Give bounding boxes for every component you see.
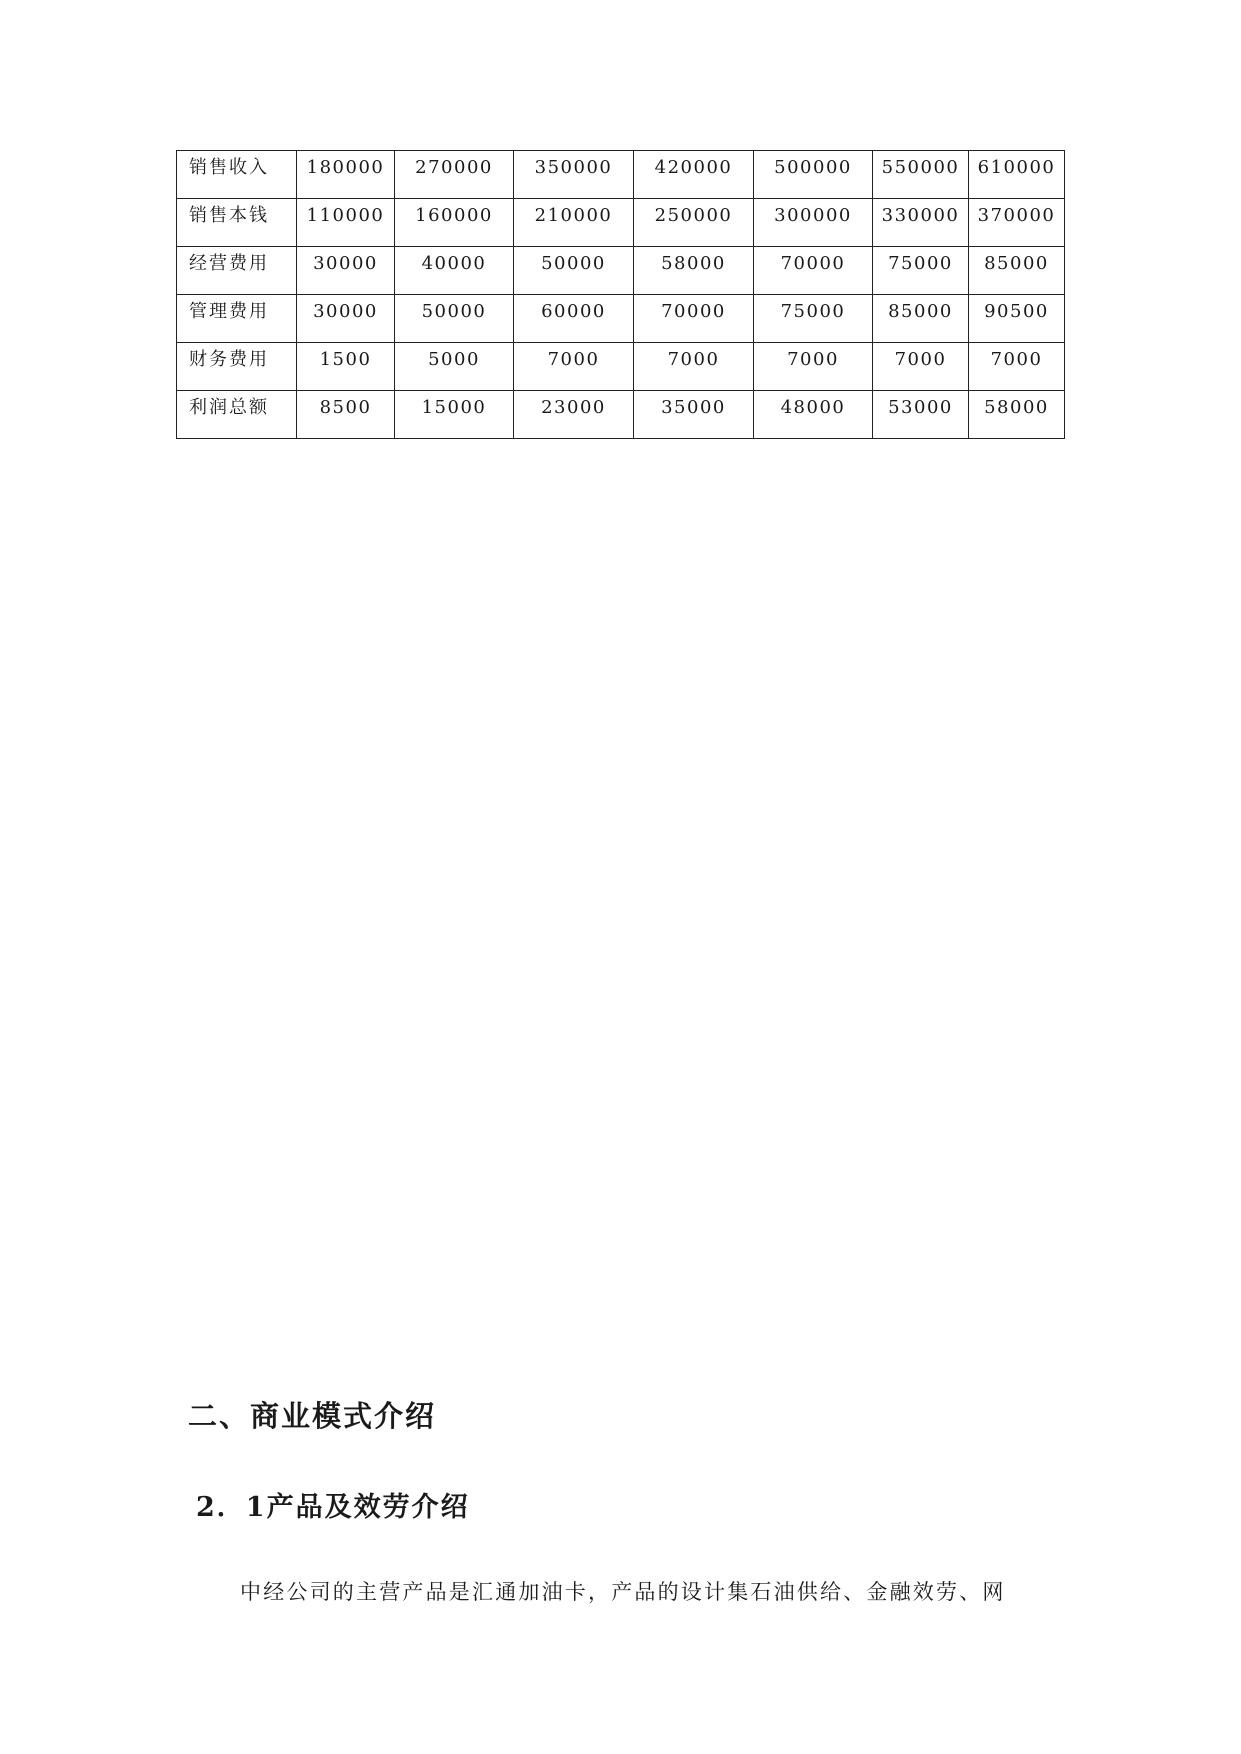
row-label: 销售本钱 — [189, 205, 269, 226]
row-label: 管理费用 — [189, 301, 269, 322]
table-row — [177, 295, 1065, 343]
value-cell — [297, 295, 395, 343]
cell-value: 7000 — [547, 349, 600, 370]
cell-value: 210000 — [534, 205, 613, 226]
value-cell — [969, 151, 1065, 199]
value-cell — [634, 391, 754, 439]
cell-value: 23000 — [541, 397, 606, 418]
cell-value: 70000 — [780, 253, 846, 274]
row-label-cell — [177, 391, 297, 439]
cell-value: 85000 — [888, 301, 953, 322]
value-cell — [873, 295, 969, 343]
row-label: 财务费用 — [189, 349, 269, 370]
body-paragraph: 中经公司的主营产品是汇通加油卡，产品的设计集石油供给、金融效劳、网 — [240, 1580, 1006, 1604]
row-label-cell — [177, 199, 297, 247]
value-cell — [514, 343, 634, 391]
cell-value: 85000 — [984, 253, 1049, 274]
cell-value: 70000 — [661, 301, 726, 322]
value-cell — [514, 151, 634, 199]
cell-value: 48000 — [780, 397, 846, 418]
value-cell — [297, 151, 395, 199]
cell-value: 75000 — [888, 253, 953, 274]
row-label: 销售收入 — [189, 157, 269, 178]
section-heading: 二、商业模式介绍 — [188, 1399, 437, 1433]
value-cell — [754, 295, 873, 343]
value-cell — [873, 343, 969, 391]
value-cell — [297, 391, 395, 439]
value-cell — [514, 247, 634, 295]
cell-value: 7000 — [990, 349, 1043, 370]
value-cell — [969, 391, 1065, 439]
row-label-cell — [177, 343, 297, 391]
value-cell — [754, 247, 873, 295]
cell-value: 50000 — [421, 301, 487, 322]
value-cell — [754, 199, 873, 247]
cell-value: 250000 — [654, 205, 733, 226]
value-cell — [395, 391, 514, 439]
value-cell — [395, 247, 514, 295]
value-cell — [969, 343, 1065, 391]
row-label: 经营费用 — [189, 253, 269, 274]
cell-value: 110000 — [306, 205, 385, 226]
cell-value: 50000 — [541, 253, 606, 274]
cell-value: 300000 — [774, 205, 852, 226]
cell-value: 8500 — [319, 397, 372, 418]
value-cell — [634, 247, 754, 295]
value-cell — [297, 343, 395, 391]
financial-table-body — [177, 151, 1065, 439]
value-cell — [634, 199, 754, 247]
cell-value: 30000 — [313, 301, 378, 322]
value-cell — [395, 343, 514, 391]
cell-value: 35000 — [661, 397, 726, 418]
cell-value: 7000 — [894, 349, 947, 370]
value-cell — [754, 151, 873, 199]
cell-value: 420000 — [654, 157, 733, 178]
row-label-cell — [177, 295, 297, 343]
value-cell — [514, 391, 634, 439]
value-cell — [634, 151, 754, 199]
value-cell — [873, 391, 969, 439]
value-cell — [634, 343, 754, 391]
cell-value: 500000 — [774, 157, 852, 178]
value-cell — [873, 247, 969, 295]
cell-value: 30000 — [313, 253, 378, 274]
cell-value: 550000 — [881, 157, 960, 178]
value-cell — [969, 247, 1065, 295]
cell-value: 610000 — [977, 157, 1056, 178]
row-label-cell — [177, 247, 297, 295]
subsection-heading: 2．1产品及效劳介绍 — [196, 1492, 470, 1523]
cell-value: 1500 — [319, 349, 372, 370]
table-row — [177, 199, 1065, 247]
cell-value: 330000 — [881, 205, 960, 226]
row-label-cell — [177, 151, 297, 199]
cell-value: 15000 — [421, 397, 487, 418]
value-cell — [395, 199, 514, 247]
cell-value: 270000 — [415, 157, 493, 178]
value-cell — [873, 199, 969, 247]
table-row — [177, 343, 1065, 391]
cell-value: 160000 — [415, 205, 493, 226]
table-row — [177, 391, 1065, 439]
cell-value: 350000 — [534, 157, 613, 178]
value-cell — [754, 391, 873, 439]
cell-value: 7000 — [787, 349, 839, 370]
value-cell — [969, 199, 1065, 247]
value-cell — [514, 295, 634, 343]
value-cell — [634, 295, 754, 343]
row-label: 利润总额 — [189, 397, 269, 418]
value-cell — [873, 151, 969, 199]
table-row — [177, 247, 1065, 295]
table-row — [177, 151, 1065, 199]
cell-value: 90500 — [984, 301, 1049, 322]
cell-value: 40000 — [421, 253, 487, 274]
value-cell — [395, 295, 514, 343]
value-cell — [754, 343, 873, 391]
cell-value: 58000 — [661, 253, 726, 274]
value-cell — [297, 199, 395, 247]
cell-value: 180000 — [306, 157, 385, 178]
cell-value: 60000 — [541, 301, 606, 322]
cell-value: 58000 — [984, 397, 1049, 418]
financial-table — [176, 150, 1065, 439]
value-cell — [395, 151, 514, 199]
cell-value: 53000 — [888, 397, 953, 418]
value-cell — [969, 295, 1065, 343]
cell-value: 75000 — [780, 301, 846, 322]
cell-value: 370000 — [977, 205, 1056, 226]
cell-value: 7000 — [667, 349, 720, 370]
value-cell — [297, 247, 395, 295]
value-cell — [514, 199, 634, 247]
cell-value: 5000 — [428, 349, 480, 370]
